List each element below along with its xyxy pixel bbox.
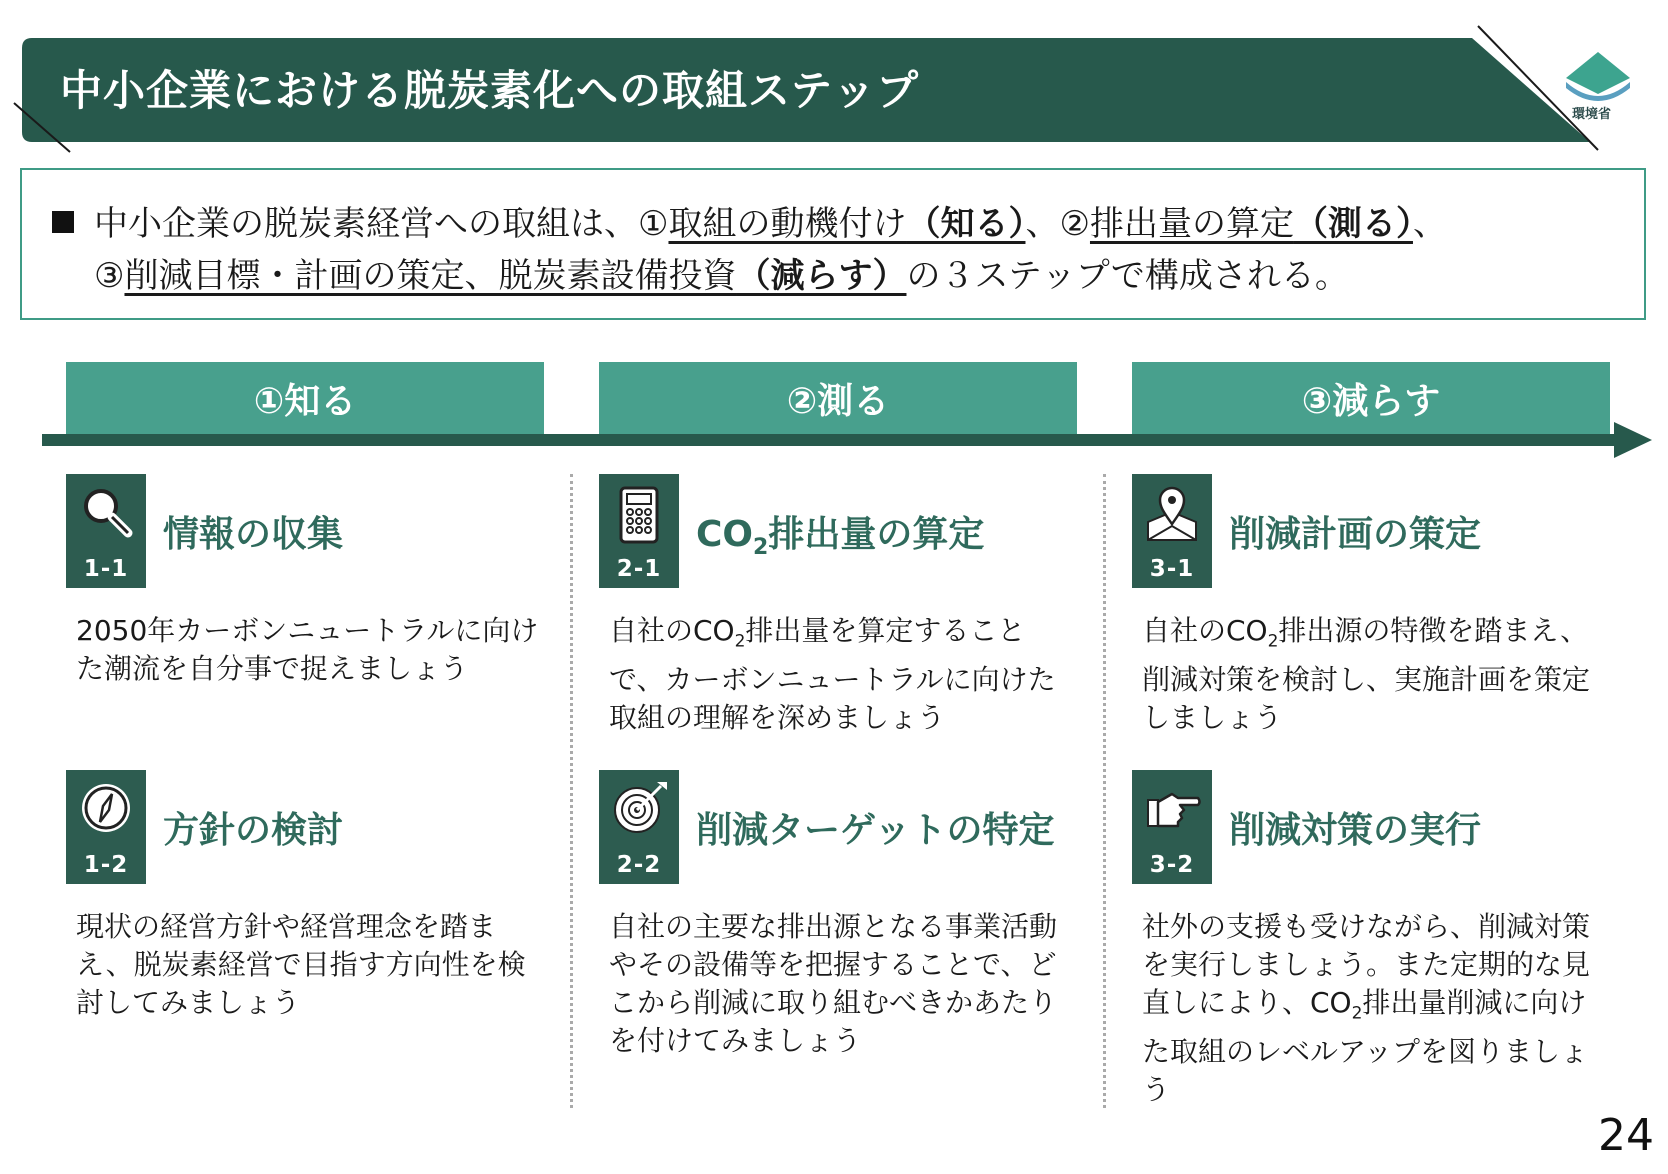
card-title: 情報の収集 bbox=[163, 514, 344, 555]
card-description: 自社の主要な排出源となる事業活動やその設備等を把握することで、どこから削減に取り組むべきかあたりを付けてみましょう bbox=[609, 910, 1058, 1057]
card-description-text: 排出量削減に向けた取組のレベルアップを図りましょう bbox=[1142, 986, 1589, 1106]
summary-bold-text: （減らす） bbox=[736, 256, 907, 296]
card-description: 2050年カーボンニュートラルに向けた潮流を自分事で捉えましょう bbox=[76, 614, 539, 685]
title-banner bbox=[0, 0, 1668, 160]
card-title: 方針の検討 bbox=[163, 810, 344, 851]
summary-underline-3 bbox=[124, 256, 906, 296]
card-description bbox=[609, 612, 1079, 737]
column-divider bbox=[570, 474, 573, 1108]
step-code: 2-2 bbox=[616, 852, 662, 878]
icon-box bbox=[599, 474, 679, 588]
summary-text: 排出量の算定 bbox=[1089, 204, 1294, 244]
card-description-text: 自社のCO bbox=[1142, 614, 1268, 647]
step-header-measure: ②測る bbox=[599, 362, 1077, 434]
summary-text: 取組の動機付け bbox=[668, 204, 907, 244]
logo-text: 環境省 bbox=[1572, 107, 1612, 122]
icon-box bbox=[1132, 770, 1212, 884]
summary-text: 、 bbox=[1412, 204, 1447, 244]
page-number: 24 bbox=[1598, 1110, 1654, 1161]
target-icon bbox=[611, 780, 671, 836]
card-description-text: 社外の支援も受けながら、削減対策を実行しましょう。また定期的な見直しにより、CO bbox=[1142, 910, 1591, 1019]
card-description-text: 排出源の特徴を踏まえ、削減対策を検討し、実施計画を策定しましょう bbox=[1142, 614, 1591, 734]
card-description bbox=[1142, 612, 1612, 737]
summary-text: 削減目標・計画の策定、脱炭素設備投資 bbox=[124, 256, 737, 296]
subscript: 2 bbox=[734, 631, 746, 652]
step-header-reduce: ③減らす bbox=[1132, 362, 1610, 434]
card-title-text: 排出量の算定 bbox=[768, 514, 985, 555]
icon-box bbox=[599, 770, 679, 884]
icon-box bbox=[66, 474, 146, 588]
progress-arrow-icon bbox=[0, 420, 1668, 470]
summary-underline-2 bbox=[1090, 204, 1413, 244]
column-divider bbox=[1103, 474, 1106, 1108]
subscript: 2 bbox=[753, 535, 769, 561]
card-title-text: CO bbox=[696, 514, 754, 555]
subscript: 2 bbox=[1267, 631, 1279, 652]
summary-text: ③ bbox=[94, 256, 125, 296]
summary-box bbox=[20, 168, 1646, 320]
card-description bbox=[1142, 908, 1612, 1109]
page-title: 中小企業における脱炭素化への取組ステップ bbox=[60, 66, 920, 115]
pointing-hand-icon bbox=[1144, 780, 1202, 836]
summary-bold-text: （測る） bbox=[1293, 204, 1413, 244]
summary-text: の３ステップで構成される。 bbox=[906, 256, 1349, 296]
step-code: 3-2 bbox=[1149, 852, 1195, 878]
summary-line-2 bbox=[94, 248, 1349, 297]
summary-bold-text: （知る） bbox=[906, 204, 1026, 244]
step-code: 2-1 bbox=[616, 556, 662, 582]
card-description: 現状の経営方針や経営理念を踏まえ、脱炭素経営で目指す方向性を検討してみましょう bbox=[76, 910, 526, 1019]
card-title bbox=[696, 506, 984, 560]
summary-text: 中小企業の脱炭素経営への取組は、① bbox=[94, 204, 669, 244]
card-title: 削減計画の策定 bbox=[1229, 514, 1482, 555]
summary-line-1 bbox=[52, 196, 1447, 245]
compass-icon bbox=[78, 780, 134, 836]
step-code: 3-1 bbox=[1149, 556, 1195, 582]
icon-box bbox=[1132, 474, 1212, 588]
subscript: 2 bbox=[1351, 1003, 1363, 1024]
icon-box bbox=[66, 770, 146, 884]
summary-text: 、② bbox=[1025, 204, 1090, 244]
card-description-text: 排出量を算定することで、カーボンニュートラルに向けた取組の理解を深めましょう bbox=[609, 614, 1056, 734]
step-code: 1-2 bbox=[83, 852, 129, 878]
step-code: 1-1 bbox=[83, 556, 129, 582]
magnifier-icon bbox=[78, 484, 134, 540]
map-pin-icon bbox=[1144, 484, 1200, 544]
card-title: 削減ターゲットの特定 bbox=[696, 810, 1055, 851]
step-header-know: ①知る bbox=[66, 362, 544, 434]
card-description-text: 自社のCO bbox=[609, 614, 735, 647]
summary-underline-1 bbox=[668, 204, 1025, 244]
card-title: 削減対策の実行 bbox=[1229, 810, 1482, 851]
calculator-icon bbox=[611, 484, 667, 546]
square-bullet-icon bbox=[52, 211, 74, 233]
